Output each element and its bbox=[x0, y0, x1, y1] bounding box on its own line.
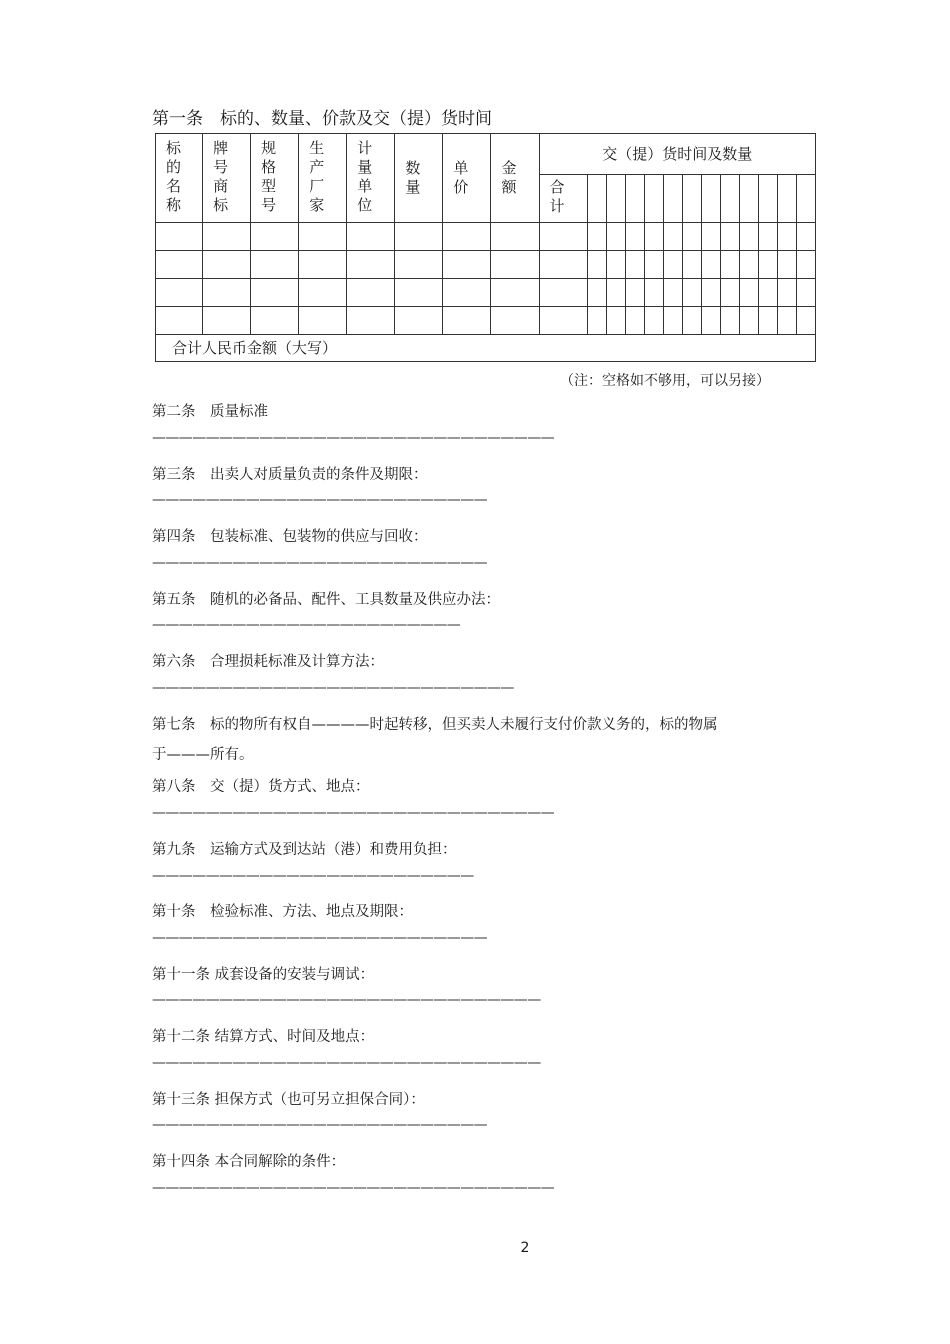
article-12-label: 第十二条 结算方式、时间及地点： bbox=[152, 1029, 375, 1045]
article-11-label: 第十一条 成套设备的安装与调试： bbox=[152, 967, 375, 983]
article-2-label: 第二条 质量标准 bbox=[152, 404, 268, 420]
header-cell bbox=[203, 134, 251, 223]
article-7-line-1: 第七条 标的物所有权自————时起转移，但买卖人未履行支付价款义务的，标的物属 bbox=[152, 717, 718, 733]
article-10-blank-line: ————————————————————————— bbox=[152, 930, 488, 946]
table-row bbox=[156, 223, 816, 251]
header-unit: 计量单位 bbox=[357, 139, 373, 214]
header-cell bbox=[491, 134, 539, 223]
header-cell bbox=[395, 134, 443, 223]
article-8-label: 第八条 交（提）货方式、地点： bbox=[152, 779, 370, 795]
header-price: 单价 bbox=[453, 159, 469, 196]
header-cell bbox=[251, 134, 299, 223]
header-cell bbox=[539, 175, 587, 223]
article-5-blank-line: ——————————————————————— bbox=[152, 617, 461, 633]
article-14-blank-line: —————————————————————————————— bbox=[152, 1180, 555, 1196]
page-number: 2 bbox=[520, 1240, 530, 1256]
header-cell bbox=[299, 134, 347, 223]
article-13-blank-line: ————————————————————————— bbox=[152, 1117, 488, 1133]
header-cell bbox=[443, 134, 491, 223]
header-amount: 金额 bbox=[501, 159, 517, 196]
header-cell bbox=[156, 134, 203, 223]
article-10-label: 第十条 检验标准、方法、地点及期限： bbox=[152, 904, 413, 920]
header-cell bbox=[347, 134, 395, 223]
table-row bbox=[156, 251, 816, 279]
article-8-blank-line: —————————————————————————————— bbox=[152, 805, 555, 821]
header-biaodi-name: 标的名称 bbox=[166, 139, 182, 214]
article-5-label: 第五条 随机的必备品、配件、工具数量及供应办法： bbox=[152, 592, 500, 608]
article-6-blank-line: ——————————————————————————— bbox=[152, 680, 514, 696]
article-9-blank-line: ———————————————————————— bbox=[152, 868, 474, 884]
header-brand: 牌号商标 bbox=[213, 139, 229, 214]
header-spec: 规格型号 bbox=[261, 139, 277, 214]
total-amount-row: 合计人民币金额（大写） bbox=[156, 335, 816, 362]
table-row bbox=[156, 279, 816, 307]
header-quantity: 数量 bbox=[405, 159, 421, 196]
article-4-blank-line: ————————————————————————— bbox=[152, 555, 488, 571]
article-2-blank-line: —————————————————————————————— bbox=[152, 430, 555, 446]
article-11-blank-line: ————————————————————————————— bbox=[152, 992, 541, 1008]
section-1-title: 第一条 标的、数量、价款及交（提）货时间 bbox=[152, 109, 492, 129]
table-note: （注：空格如不够用，可以另接） bbox=[560, 373, 770, 389]
article-12-blank-line: ————————————————————————————— bbox=[152, 1055, 541, 1071]
article-9-label: 第九条 运输方式及到达站（港）和费用负担： bbox=[152, 842, 457, 858]
header-delivery-time: 交（提）货时间及数量 bbox=[539, 134, 816, 175]
table-row bbox=[156, 307, 816, 335]
article-6-label: 第六条 合理损耗标准及计算方法： bbox=[152, 654, 384, 670]
article-7-line-2: 于———所有。 bbox=[152, 747, 254, 763]
article-3-label: 第三条 出卖人对质量负责的条件及期限： bbox=[152, 467, 428, 483]
goods-table bbox=[155, 133, 816, 362]
article-13-label: 第十三条 担保方式（也可另立担保合同）： bbox=[152, 1092, 425, 1108]
article-4-label: 第四条 包装标准、包装物的供应与回收： bbox=[152, 529, 428, 545]
article-14-label: 第十四条 本合同解除的条件： bbox=[152, 1154, 346, 1170]
header-subtotal: 合计 bbox=[549, 178, 565, 215]
header-manufacturer: 生产厂家 bbox=[309, 139, 325, 214]
article-3-blank-line: ————————————————————————— bbox=[152, 492, 488, 508]
